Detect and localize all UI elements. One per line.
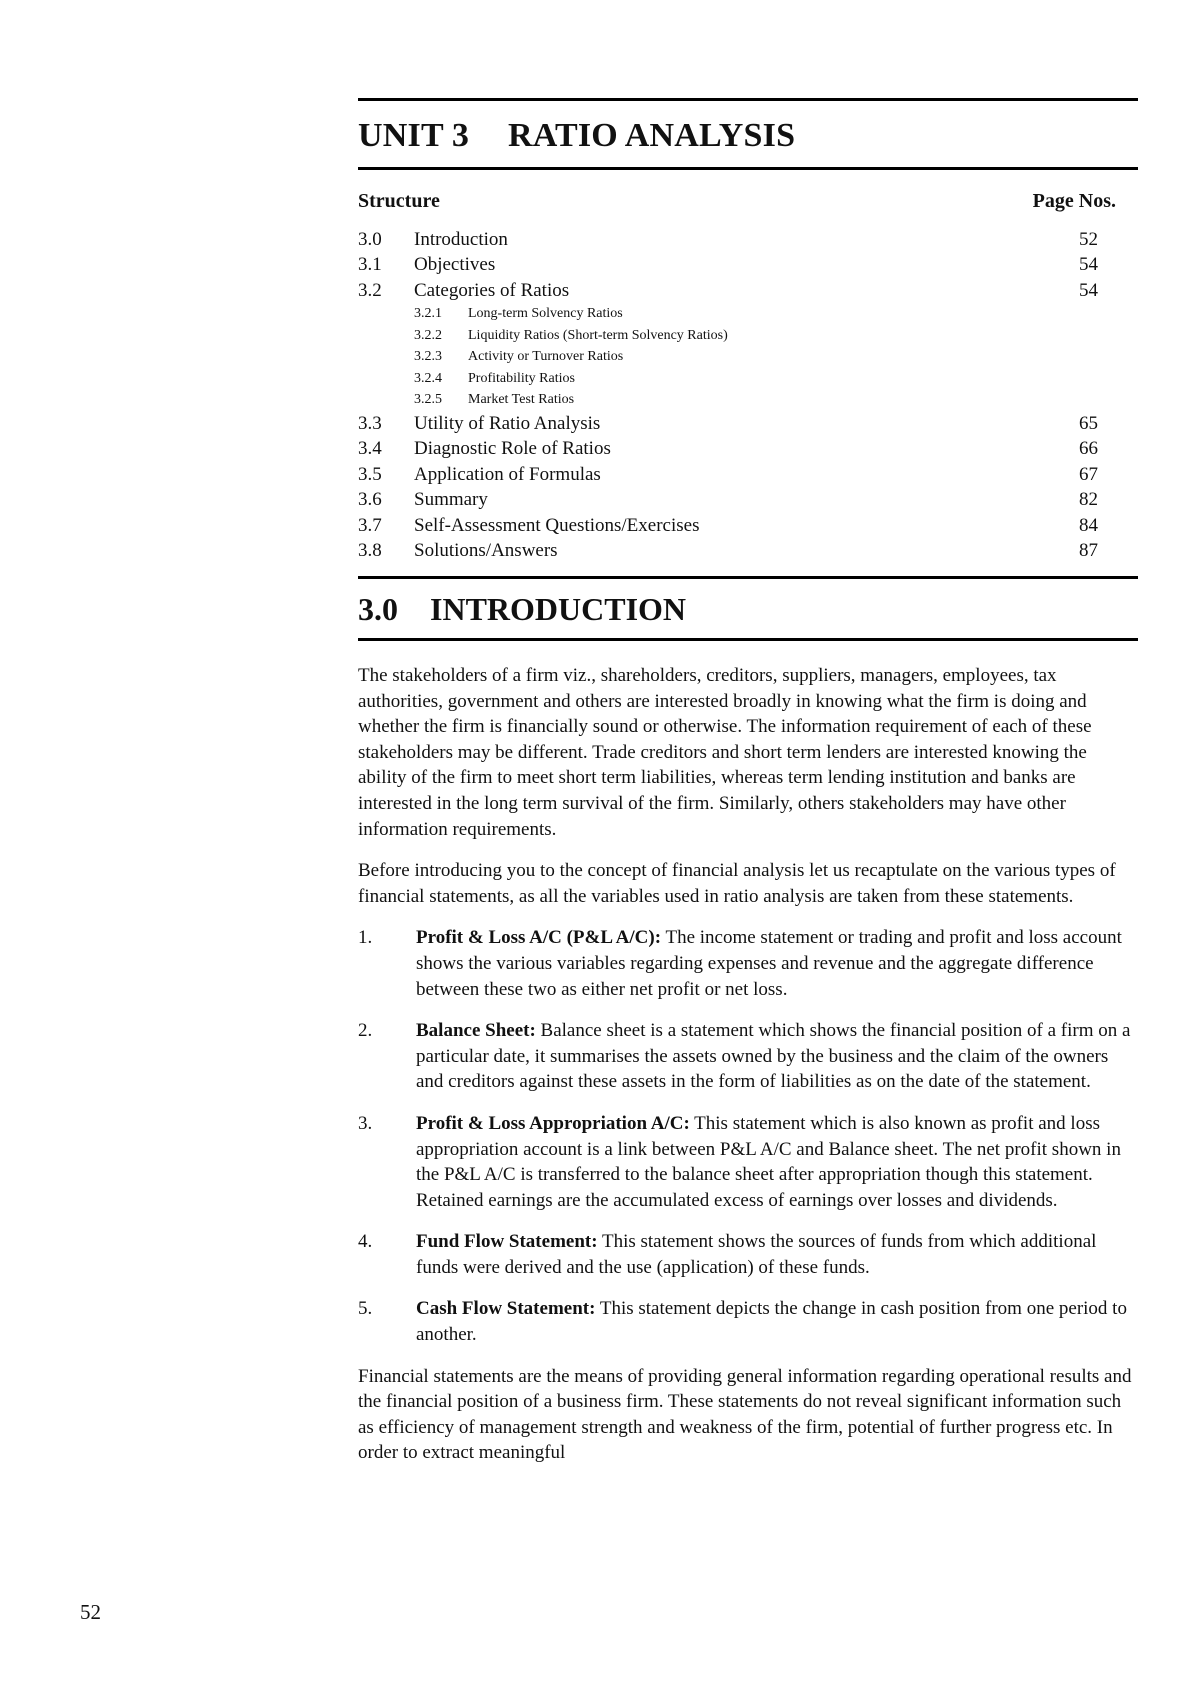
toc-page: 67 [1079, 463, 1098, 485]
list-text: Balance sheet is a statement which shows the financial position of a firm on a particular date, it summarises the assets owned by the business and the claim of the owners and creditors against these assets in the form of liabilities as on the date of the statement. [416, 1020, 1131, 1093]
toc-subrow[interactable] [358, 325, 1138, 347]
toc-title: Objectives [414, 254, 496, 276]
list-number: 2. [358, 1020, 373, 1042]
unit-name: RATIO ANALYSIS [508, 117, 796, 154]
list-number: 4. [358, 1231, 373, 1253]
toc-row[interactable] [358, 253, 1138, 279]
list-text: This statement which is also known as profit and loss appropriation account is a link between P&L A/C and Balance sheet. The net profit shown in the P&L A/C is transferred to the balance sheet after appropriation though this statement. Retained earnings are the accumulated excess of earnings over losses and dividends. [416, 1112, 1121, 1211]
page-content [358, 98, 1138, 1466]
list-number: 3. [358, 1112, 373, 1134]
toc-sub-number: 3.2.1 [414, 306, 442, 322]
toc-title: Utility of Ratio Analysis [414, 412, 601, 434]
structure-header [358, 190, 1138, 213]
toc-subrow[interactable] [358, 368, 1138, 390]
page-number: 52 [80, 1600, 101, 1624]
list-number: 5. [358, 1298, 373, 1320]
toc-number: 3.3 [358, 412, 382, 434]
toc-title: Diagnostic Role of Ratios [414, 438, 611, 460]
toc-page: 82 [1079, 489, 1098, 511]
section-number: 3.0 [358, 591, 398, 627]
toc-sub-title: Market Test Ratios [468, 392, 575, 408]
toc-sub-title: Long-term Solvency Ratios [468, 306, 623, 322]
list-text: This statement shows the sources of funds from which additional funds were derived and the use (application) of these funds. [416, 1231, 1097, 1278]
toc-title: Application of Formulas [414, 463, 601, 485]
toc-title: Solutions/Answers [414, 540, 558, 562]
list-term: Profit & Loss A/C (P&L A/C): [416, 927, 662, 949]
list-text: The income statement or trading and profit and loss account shows the various variables regarding expenses and revenue and the aggregate difference between these two as either net profit or net loss. [416, 927, 1122, 1000]
structure-heading: Structure [358, 190, 440, 212]
table-of-contents [358, 227, 1138, 564]
toc-subrow[interactable] [358, 304, 1138, 326]
toc-row[interactable] [358, 278, 1138, 304]
section-heading [358, 579, 1138, 641]
toc-title: Self-Assessment Questions/Exercises [414, 514, 700, 536]
toc-row[interactable] [358, 411, 1138, 437]
toc-page: 54 [1079, 279, 1098, 301]
toc-number: 3.6 [358, 489, 382, 511]
toc-page: 54 [1079, 254, 1098, 276]
toc-number: 3.1 [358, 254, 382, 276]
list-text: This statement depicts the change in cash position from one period to another. [416, 1298, 1127, 1346]
unit-title [358, 101, 1138, 170]
toc-row[interactable] [358, 488, 1138, 514]
toc-number: 3.4 [358, 438, 382, 460]
toc-title: Summary [414, 489, 488, 511]
intro-paragraph: Before introducing you to the concept of financial analysis let us recaptulate on the various types of financial statements, as all the variables used in ratio analysis are taken from these statements. [358, 860, 1116, 907]
statement-list [358, 925, 1138, 1347]
toc-subrow[interactable] [358, 347, 1138, 369]
page-nos-heading: Page Nos. [1032, 190, 1116, 212]
toc-page: 66 [1079, 438, 1098, 460]
toc-number: 3.2 [358, 279, 382, 301]
toc-sub-number: 3.2.4 [414, 370, 442, 386]
toc-title: Introduction [414, 228, 508, 250]
toc-title: Categories of Ratios [414, 279, 570, 301]
list-term: Balance Sheet: [416, 1020, 536, 1042]
toc-sub-number: 3.2.5 [414, 392, 442, 408]
toc-sub-title: Profitability Ratios [468, 370, 575, 386]
toc-number: 3.5 [358, 463, 382, 485]
toc-row[interactable] [358, 462, 1138, 488]
toc-page: 87 [1079, 540, 1098, 562]
list-item [358, 1111, 1138, 1213]
toc-row[interactable] [358, 227, 1138, 253]
list-term: Fund Flow Statement: [416, 1231, 598, 1253]
toc-number: 3.7 [358, 514, 382, 536]
closing-paragraph: Financial statements are the means of providing general information regarding operational results and the financial position of a business firm. These statements do not reveal significant information such as efficiency of management strength and weakness of the firm, potential of further progress etc. In order to extract meaningful [358, 1365, 1132, 1464]
list-item [358, 925, 1138, 1002]
toc-subrow[interactable] [358, 390, 1138, 412]
toc-sub-title: Liquidity Ratios (Short-term Solvency Ratios) [468, 327, 728, 343]
toc-page: 65 [1079, 412, 1098, 434]
toc-row[interactable] [358, 513, 1138, 539]
list-number: 1. [358, 927, 373, 949]
toc-number: 3.0 [358, 228, 382, 250]
list-term: Profit & Loss Appropriation A/C: [416, 1112, 690, 1134]
toc-page: 52 [1079, 228, 1098, 250]
unit-number: UNIT 3 [358, 117, 470, 154]
toc-number: 3.8 [358, 540, 382, 562]
toc-sub-title: Activity or Turnover Ratios [468, 349, 624, 365]
toc-row[interactable] [358, 539, 1138, 565]
intro-paragraph: The stakeholders of a firm viz., shareholders, creditors, suppliers, managers, employees, tax authorities, government and others are interested broadly in knowing what the firm is doing and whether the firm is financially sound or otherwise. The information requirement of each of these stakeholders may be different. Trade creditors and short term lenders are interested knowing the ability of the firm to meet short term liabilities, whereas term lending institution and banks are interested in the long term survival of the firm. Similarly, others stakeholders may have other information requirements. [358, 665, 1092, 840]
list-item [358, 1296, 1138, 1347]
list-term: Cash Flow Statement: [416, 1298, 596, 1320]
toc-sub-number: 3.2.3 [414, 349, 442, 365]
list-item [358, 1018, 1138, 1095]
list-item [358, 1229, 1138, 1280]
section-name: INTRODUCTION [430, 591, 687, 627]
toc-page: 84 [1079, 514, 1098, 536]
toc-sub-number: 3.2.2 [414, 327, 442, 343]
toc-row[interactable] [358, 437, 1138, 463]
